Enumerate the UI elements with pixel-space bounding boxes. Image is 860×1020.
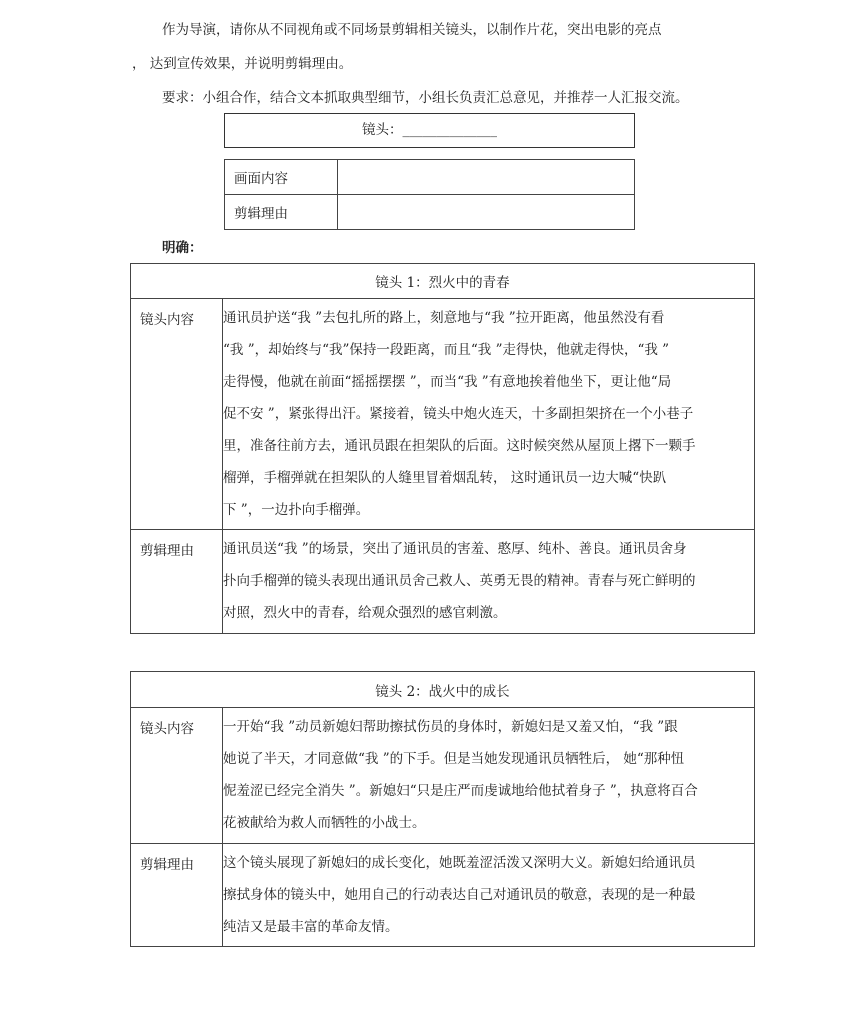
template-row1-value: [338, 160, 635, 195]
intro-requirement: 要求：小组合作，结合文本抓取典型细节，小组长负责汇总意见，并推荐一人汇报交流。: [162, 90, 689, 106]
content-line: 一开始“我 ”动员新媳妇帮助擦拭伤员的身体时，新媳妇是又羞又怕，“我 ”跟: [223, 719, 678, 735]
shot-2-reason: [223, 844, 755, 947]
content-line: 榴弹，手榴弹就在担架队的人缝里冒着烟乱转， 这时通讯员一边大喊“快趴: [223, 470, 667, 486]
shot-2-reason-label: 剪辑理由: [131, 844, 223, 947]
shot-2-title-row: [131, 672, 755, 708]
reason-line: 通讯员送“我 ”的场景，突出了通讯员的害羞、憨厚、纯朴、善良。通讯员舍身: [223, 541, 687, 557]
content-line: 走得慢，他就在前面“摇摇摆摆 ”，而当“我 ”有意地挨着他坐下，更让他“局: [223, 374, 672, 390]
reason-line: 这个镜头展现了新媳妇的成长变化，她既羞涩活泼又深明大义。新媳妇给通讯员: [223, 855, 696, 871]
answer-label: 明确：: [162, 240, 203, 256]
template-table: [224, 159, 635, 230]
shot-1-reason-label: 剪辑理由: [131, 530, 223, 634]
reason-line: 擦拭身体的镜头中，她用自己的行动表达自己对通讯员的敬意，表现的是一种最: [223, 887, 696, 903]
content-line: 下 ”，一边扑向手榴弹。: [223, 502, 370, 518]
shot-1-title: 镜头 1：烈火中的青春: [131, 264, 755, 299]
content-line: 通讯员护送“我 ”去包扎所的路上，刻意地与“我 ”拉开距离，他虽然没有看: [223, 310, 665, 326]
content-line: 花被献给为救人而牺牲的小战士。: [223, 815, 426, 831]
intro-line-1: 作为导演，请你从不同视角或不同场景剪辑相关镜头，以制作片花，突出电影的亮点: [162, 22, 662, 38]
reason-line: 扑向手榴弹的镜头表现出通讯员舍己救人、英勇无畏的精神。青春与死亡鲜明的: [223, 573, 696, 589]
content-line: 她说了半天，才同意做“我 ”的下手。但是当她发现通讯员牺牲后， 她“那种忸: [223, 751, 685, 767]
shot-1-content-row: [131, 299, 755, 530]
reason-line: 对照，烈火中的青春，给观众强烈的感官刺激。: [223, 605, 507, 621]
reason-line: 纯洁又是最丰富的革命友情。: [223, 919, 399, 935]
shot-1-reason-row: [131, 530, 755, 634]
content-line: 里，准备往前方去，通讯员跟在担架队的后面。这时候突然从屋顶上撂下一颗手: [223, 438, 696, 454]
template-row: [225, 160, 635, 195]
shot-2-title: 镜头 2：战火中的成长: [131, 672, 755, 708]
template-row2-value: [338, 195, 635, 230]
intro-line-2: ， 达到宣传效果，并说明剪辑理由。: [132, 56, 353, 72]
shot-1-title-row: [131, 264, 755, 299]
template-row1-label: 画面内容: [225, 160, 338, 195]
shot-2-table: [130, 671, 755, 947]
shot-1-content: [223, 299, 755, 530]
shot-1-table: [130, 263, 755, 634]
template-row2-label: 剪辑理由: [225, 195, 338, 230]
template-row: [225, 195, 635, 230]
shot-2-content-label: 镜头内容: [131, 708, 223, 844]
template-shot-blank: ______________: [402, 122, 497, 138]
shot-1-reason: [223, 530, 755, 634]
shot-1-content-label: 镜头内容: [131, 299, 223, 530]
template-shot-label: 镜头：: [362, 122, 403, 138]
content-line: “我 ”，却始终与“我”保持一段距离，而且“我 ”走得快，他就走得快，“我 ”: [223, 342, 670, 358]
template-shot-box: [224, 113, 635, 148]
content-line: 怩羞涩已经完全消失 ”。新媳妇“只是庄严而虔诚地给他拭着身子 ”，执意将百合: [223, 783, 698, 799]
shot-2-content-row: [131, 708, 755, 844]
shot-2-content: [223, 708, 755, 844]
shot-2-reason-row: [131, 844, 755, 947]
content-line: 促不安 ”，紧张得出汗。紧接着，镜头中炮火连天，十多副担架挤在一个小巷子: [223, 406, 694, 422]
